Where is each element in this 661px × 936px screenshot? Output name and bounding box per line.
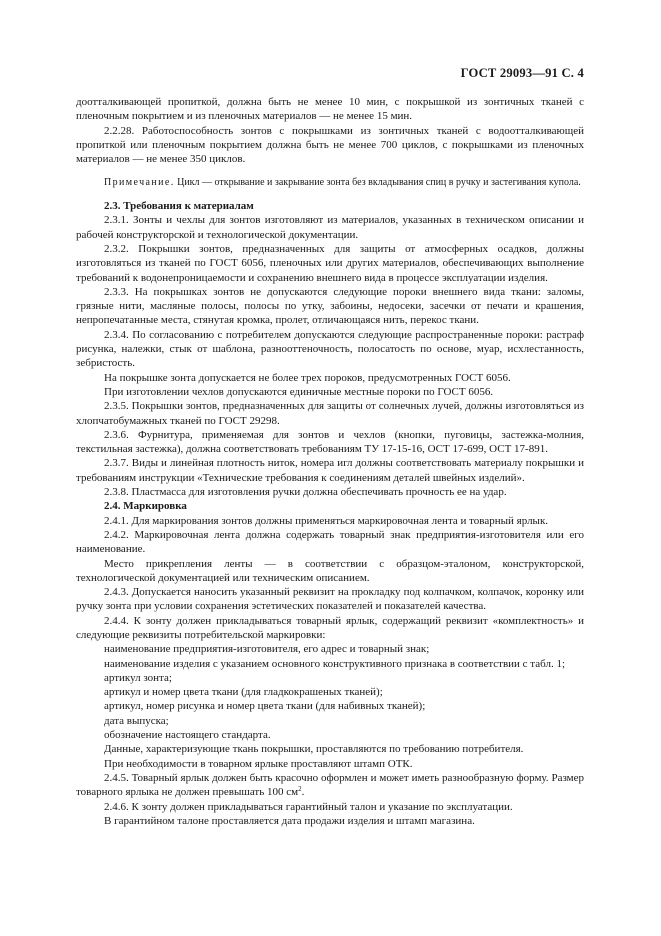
- paragraph: 2.3.6. Фурнитура, применяемая для зонтов и чехлов (кнопки, пуговицы, застежка-молния, текстильная застежка), должна соответствовать требованиям ТУ 17-15-16, ОСТ 17-699, ОСТ 17-891.: [76, 428, 584, 456]
- paragraph: 2.4.1. Для маркирования зонтов должны применяться маркировочная лента и товарный ярлык.: [104, 514, 549, 527]
- superscript: 2: [298, 785, 302, 794]
- section-heading: 2.3. Требования к материалам: [104, 200, 254, 213]
- paragraph-tail: .: [301, 786, 305, 799]
- note-label: Примечание.: [104, 177, 175, 189]
- paragraph: доотталкивающей пропиткой, должна быть не менее 10 мин, с покрышкой из зонтичных тканей с пленочным покрытием и из пленочных материалов — не менее 15 мин.: [76, 96, 584, 123]
- section-heading: 2.4. Маркировка: [104, 500, 187, 513]
- note-paragraph: [76, 176, 584, 190]
- paragraph: Место прикрепления ленты — в соответствии с образцом-эталоном, конструкторской, технологической документацией или техническим описанием.: [76, 557, 584, 584]
- paragraph: наименование изделия с указанием основного конструктивного признака в соответствии с табл. 1;: [104, 657, 566, 670]
- paragraph: дата выпуска;: [104, 714, 169, 727]
- paragraph: 2.2.28. Работоспособность зонтов с покрышками из зонтичных тканей с водоотталкивающей пропиткой или пленочным покрытием должна быть не менее 700 циклов, с покрышками из пленочных материалов — не менее 350 циклов.: [76, 124, 584, 166]
- document-body: [76, 95, 584, 828]
- paragraph: 2.3.1. Зонты и чехлы для зонтов изготовляют из материалов, указанных в техническом описании и рабочей конструкторской и технологической документации.: [76, 214, 584, 241]
- paragraph: 2.3.2. Покрышки зонтов, предназначенных для защиты от атмосферных осадков, должны изготовляться из тканей по ГОСТ 6056, пленочных или других материалов, обеспечивающих выполнение требований к водонепроницаемости и сохранению внешнего вида в процессе эксплуатации изделия.: [76, 242, 584, 284]
- paragraph: 2.3.8. Пластмасса для изготовления ручки должна обеспечивать прочность ее на удар.: [104, 486, 507, 499]
- paragraph: 2.4.2. Маркировочная лента должна содержать товарный знак предприятия-изготовителя или его наименование.: [76, 528, 584, 556]
- paragraph: 2.3.3. На покрышках зонтов не допускаются следующие пороки внешнего вида ткани: заломы, грязные нити, масляные полосы, полосы по утку, забоины, недосеки, засечки от печати и крашения, непропечатанные места, стянутая кромка, пролет, отличающаяся нить, перекос ткани.: [76, 285, 584, 327]
- paragraph: При изготовлении чехлов допускаются единичные местные пороки по ГОСТ 6056.: [104, 385, 494, 398]
- paragraph: 2.4.6. К зонту должен прикладываться гарантийный талон и указание по эксплуатации.: [104, 800, 513, 813]
- paragraph: Данные, характеризующие ткань покрышки, проставляются по требованию потребителя.: [104, 743, 524, 756]
- paragraph: артикул зонта;: [104, 671, 172, 684]
- paragraph: [76, 771, 584, 800]
- paragraph-text: 2.4.5. Товарный ярлык должен быть красочно оформлен и может иметь разнообразную форму. Размер товарного ярлыка не должен превышать 100 см: [76, 771, 584, 799]
- paragraph: В гарантийном талоне проставляется дата продажи изделия и штамп магазина.: [104, 814, 475, 827]
- paragraph: 2.4.4. К зонту должен прикладываться товарный ярлык, содержащий реквизит «комплектность» и следующие реквизиты потребительской маркировки:: [76, 614, 584, 641]
- paragraph: наименование предприятия-изготовителя, его адрес и товарный знак;: [104, 643, 430, 656]
- paragraph: артикул, номер рисунка и номер цвета ткани (для набивных тканей);: [104, 700, 426, 713]
- paragraph: На покрышке зонта допускается не более трех пороков, предусмотренных ГОСТ 6056.: [104, 371, 511, 384]
- paragraph: 2.3.5. Покрышки зонтов, предназначенных для защиты от солнечных лучей, должны изготовляться из хлопчатобумажных тканей по ГОСТ 29298.: [76, 400, 584, 427]
- page-header: ГОСТ 29093—91 С. 4: [460, 66, 584, 80]
- paragraph: артикул и номер цвета ткани (для гладкокрашеных тканей);: [104, 686, 383, 699]
- paragraph: обозначение настоящего стандарта.: [104, 729, 271, 742]
- paragraph: 2.3.4. По согласованию с потребителем допускаются следующие распространенные пороки: растраф рисунка, нaлежки, стык от шаблона, разнооттеночность, полосатость по основе, муар, исхлестанность, зебристость.: [76, 328, 584, 370]
- paragraph: 2.3.7. Виды и линейная плотность ниток, номера игл должны соответствовать материалу покрышки и требованиям инструкции «Технические требования к соединениям деталей швейных изделий».: [76, 457, 584, 484]
- note-text: Цикл — открывание и закрывание зонта без вкладывания спиц в ручку и застегивания купола.: [177, 177, 581, 189]
- paragraph: При необходимости в товарном ярлыке проставляют штамп ОТК.: [104, 757, 413, 770]
- paragraph: 2.4.3. Допускается наносить указанный реквизит на прокладку под колпачком, колпачок, коронку или ручку зонта при условии сохранения эстетических показателей и показателей качества.: [76, 586, 584, 613]
